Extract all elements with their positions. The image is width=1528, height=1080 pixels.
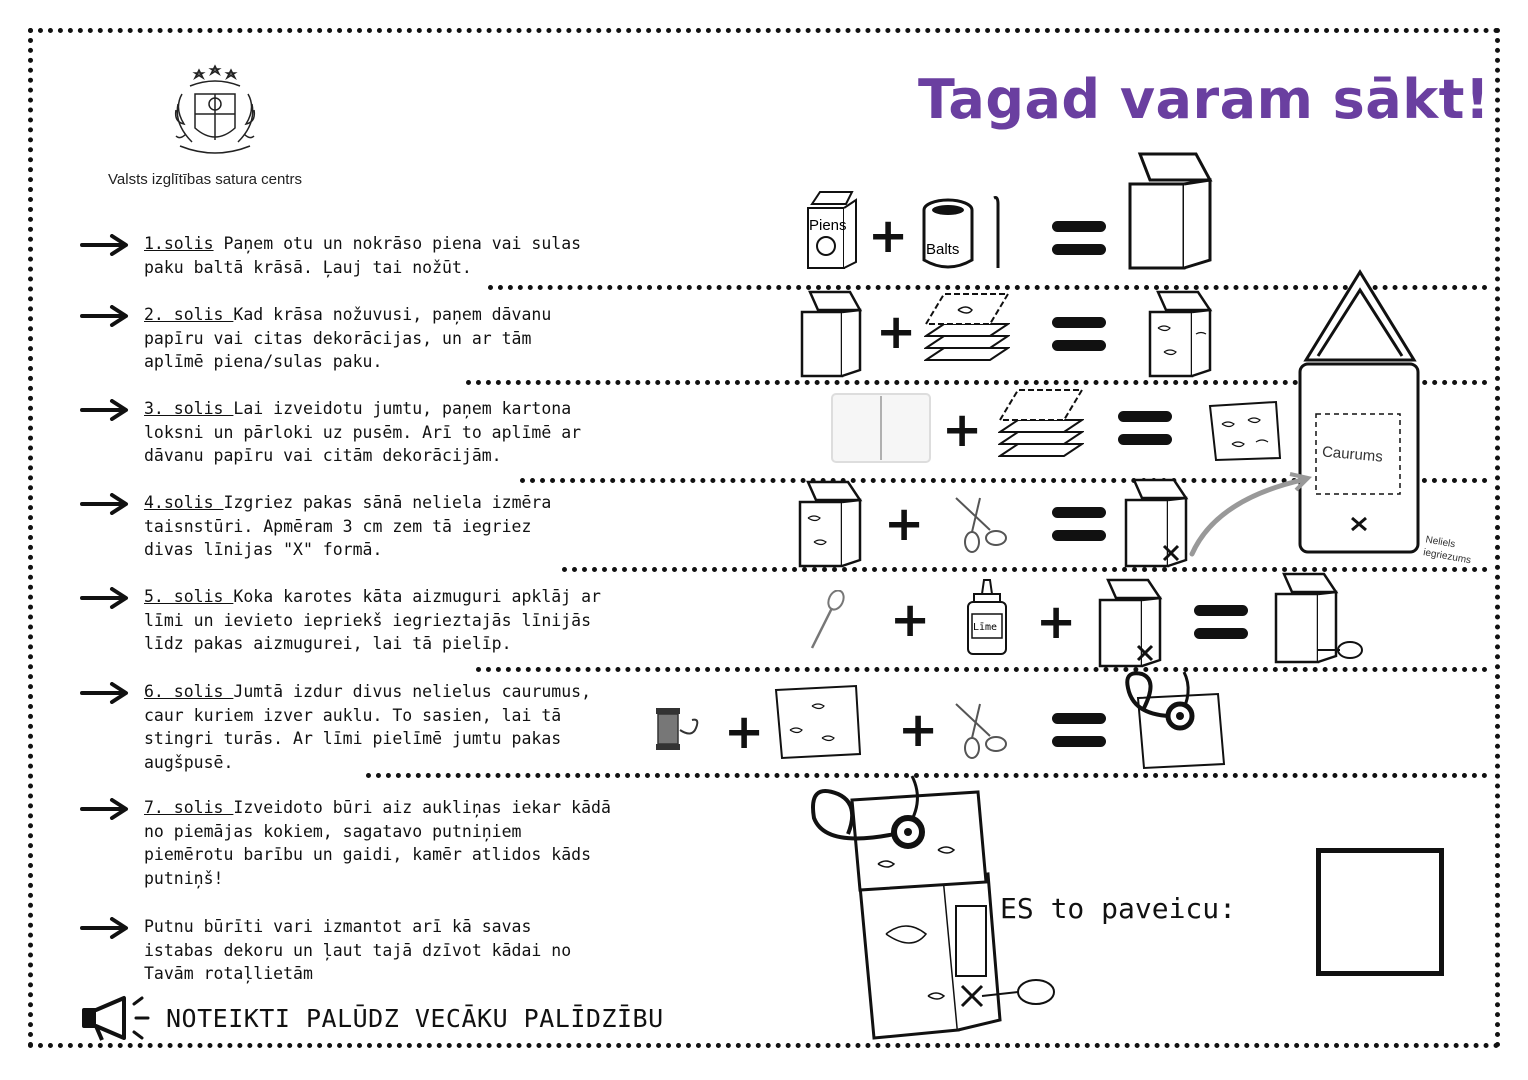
- white-carton-icon: [1126, 150, 1216, 272]
- hole-label: Caurums: [1321, 443, 1384, 466]
- paint-label: Balts: [926, 241, 960, 258]
- thread-spool-icon: [652, 704, 704, 754]
- step-instructions: Paņem otu un nokrāso piena vai sulas paku baltā krāsā. Ļauj tai nožūt.: [144, 234, 582, 277]
- coat-of-arms-logo: [160, 64, 270, 164]
- step-instructions: Kad krāsa nožuvusi, paņem dāvanu papīru vai citas dekorācijas, un ar tām aplīmē piena/sulas paku.: [144, 305, 552, 371]
- equals-icon: [1194, 605, 1248, 639]
- plus-icon: +: [876, 304, 917, 360]
- plus-icon: +: [942, 402, 983, 458]
- decorated-roof-icon: [1208, 400, 1282, 464]
- curved-arrow-icon: [1186, 470, 1316, 560]
- decorated-carton-icon: [1148, 288, 1214, 380]
- wooden-spoon-icon: [806, 590, 846, 650]
- scissors-icon: [950, 494, 1014, 554]
- step-instructions: Izveidoto būri aiz aukliņas iekar kādā no piemājas kokiem, sagatavo putniņiem piemērotu barību un gaidi, kamēr atlidos kāds putniņš!: [144, 798, 611, 888]
- plus-icon: +: [1036, 594, 1077, 650]
- step-6: [80, 680, 591, 774]
- step-label: 6. solis: [144, 682, 234, 701]
- step-label: 5. solis: [144, 587, 234, 606]
- step-label: 7. solis: [144, 798, 234, 817]
- equals-icon: [1052, 221, 1106, 255]
- cardboard-sheet-icon: [830, 392, 932, 464]
- megaphone-icon: [80, 994, 152, 1042]
- scissors-icon: [950, 700, 1014, 760]
- gift-paper-stack-icon: [924, 290, 1010, 378]
- arrow-right-icon: [80, 587, 130, 609]
- arrow-right-icon: [80, 682, 130, 704]
- glue-bottle-icon: [964, 578, 1010, 656]
- arrow-right-icon: [80, 234, 130, 256]
- equals-icon: [1052, 507, 1106, 541]
- plus-icon: +: [898, 702, 939, 758]
- plus-icon: +: [884, 496, 925, 552]
- arrow-right-icon: [80, 917, 130, 939]
- warning-text: NOTEIKTI PALŪDZ VECĀKU PALĪDZĪBU: [166, 1003, 664, 1033]
- milk-carton-icon: [806, 190, 860, 270]
- step-3: [80, 397, 581, 468]
- plus-icon: +: [868, 208, 909, 264]
- completion-checkbox[interactable]: [1316, 848, 1444, 976]
- plus-icon: +: [890, 592, 931, 648]
- step-5: [80, 585, 601, 656]
- roof-with-string-icon: [1114, 668, 1230, 772]
- paint-can-icon: [920, 194, 1010, 272]
- gift-paper-stack-icon: [998, 386, 1084, 474]
- equals-icon: [1118, 411, 1172, 445]
- milk-label: Piens: [809, 217, 847, 234]
- parent-help-warning: [80, 994, 664, 1042]
- step-2: [80, 303, 551, 374]
- page-title: Tagad varam sākt!: [918, 68, 1491, 131]
- done-label: ES to paveicu:: [1000, 892, 1237, 925]
- arrow-right-icon: [80, 493, 130, 515]
- step-instructions: Jumtā izdur divus nelielus caurumus, caur kuriem izver auklu. To sasien, lai tā stingri turās. Ar līmi pielīmē jumtu pakas augšpusē.: [144, 682, 592, 772]
- step-label: 2. solis: [144, 305, 234, 324]
- step-1: [80, 232, 581, 279]
- step-label: 1.solis: [144, 234, 214, 253]
- organization-name: Valsts izglītības satura centrs: [108, 171, 302, 188]
- step-instructions: Izgriez pakas sānā neliela izmēra taisnstūri. Apmēram 3 cm zem tā iegriez divas līnijas "X" formā.: [144, 493, 552, 559]
- arrow-right-icon: [80, 798, 130, 820]
- arrow-right-icon: [80, 399, 130, 421]
- step-divider: [476, 667, 1488, 672]
- step-extra-tip: [80, 915, 571, 986]
- white-carton-icon: [800, 288, 864, 380]
- equals-icon: [1052, 713, 1106, 747]
- step-instructions: Lai izveidotu jumtu, paņem kartona loksni un pārloki uz pusēm. Arī to aplīmē ar dāvanu papīru vai citām dekorācijām.: [144, 399, 582, 465]
- carton-with-spoon-icon: [1274, 570, 1366, 666]
- step-7: [80, 796, 611, 890]
- arrow-right-icon: [80, 305, 130, 327]
- decorated-carton-icon: [798, 478, 864, 570]
- cut-label: Neliels iegriezums: [1422, 534, 1472, 567]
- tip-instructions: Putnu būrīti vari izmantot arī kā savas istabas dekoru un ļaut tajā dzīvot kādai no Tavām rotaļlietām: [144, 917, 572, 983]
- step-label: 3. solis: [144, 399, 234, 418]
- decorated-roof-icon: [772, 684, 862, 760]
- glue-label: Līme: [973, 622, 998, 633]
- step-4: [80, 491, 551, 562]
- carton-with-hole-icon: [1124, 476, 1190, 570]
- step-label: 4.solis: [144, 493, 224, 512]
- plus-icon: +: [724, 704, 765, 760]
- equals-icon: [1052, 317, 1106, 351]
- step-instructions: Koka karotes kāta aizmuguri apklāj ar līmi un ievieto iepriekš iegrieztajās līnijās līdz pakas aizmugurei, lai tā pielīp.: [144, 587, 601, 653]
- carton-with-hole-icon: [1098, 576, 1164, 670]
